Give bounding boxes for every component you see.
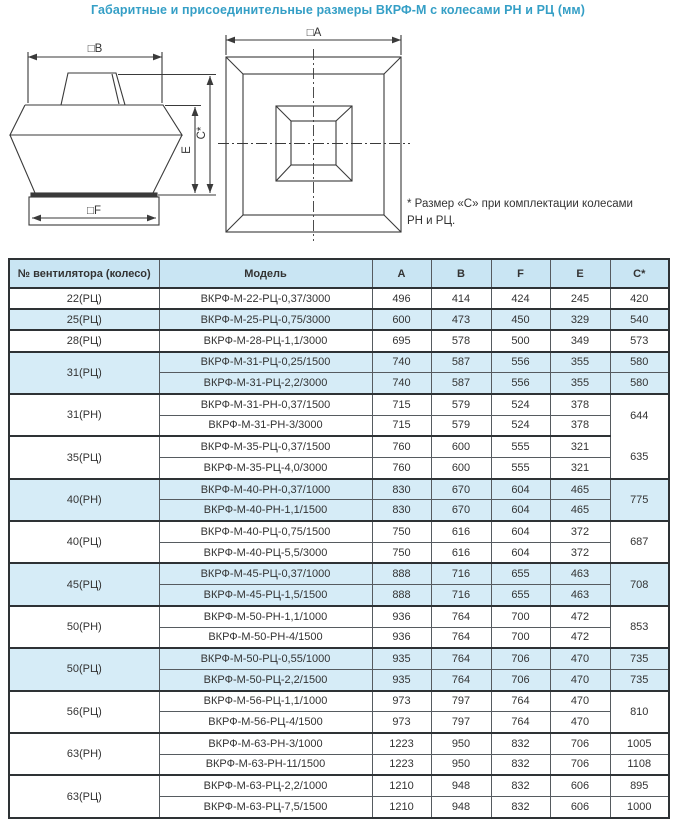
col-header-6: C* xyxy=(610,259,669,288)
dim-e-cell: 465 xyxy=(550,500,610,521)
dim-f-cell: 706 xyxy=(491,648,550,669)
dim-e-cell: 355 xyxy=(550,373,610,394)
dim-e-cell: 606 xyxy=(550,775,610,796)
wheel-cell: 31(РЦ) xyxy=(9,352,159,394)
model-cell: ВКРФ-М-56-РЦ-4/1500 xyxy=(159,712,372,733)
table-row xyxy=(9,521,669,542)
model-cell: ВКРФ-М-28-РЦ-1,1/3000 xyxy=(159,330,372,351)
dim-e-cell: 349 xyxy=(550,330,610,351)
dim-b-cell: 764 xyxy=(431,606,491,627)
dim-a-cell: 750 xyxy=(372,521,431,542)
dimensions-table xyxy=(8,258,670,819)
dim-e-cell: 706 xyxy=(550,754,610,775)
wheel-cell: 25(РЦ) xyxy=(9,309,159,330)
dim-b-cell: 950 xyxy=(431,733,491,754)
model-cell: ВКРФ-М-35-РЦ-0,37/1500 xyxy=(159,436,372,457)
dim-f-cell: 655 xyxy=(491,585,550,606)
dim-b-cell: 716 xyxy=(431,563,491,584)
dim-e-cell: 372 xyxy=(550,542,610,563)
dim-f-cell: 500 xyxy=(491,330,550,351)
footnote xyxy=(407,196,659,231)
model-cell: ВКРФ-М-63-РН-11/1500 xyxy=(159,754,372,775)
dim-c-cell: 775 xyxy=(610,479,669,521)
dim-b-cell: 948 xyxy=(431,797,491,818)
dim-c-cell: 580 xyxy=(610,352,669,373)
dim-a-cell: 695 xyxy=(372,330,431,351)
model-cell: ВКРФ-М-31-РЦ-2,2/3000 xyxy=(159,373,372,394)
model-cell: ВКРФ-М-35-РЦ-4,0/3000 xyxy=(159,458,372,479)
col-header-4: F xyxy=(491,259,550,288)
model-cell: ВКРФ-М-25-РЦ-0,75/3000 xyxy=(159,309,372,330)
dim-b-cell: 716 xyxy=(431,585,491,606)
dim-e-cell: 321 xyxy=(550,458,610,479)
dim-f-cell: 556 xyxy=(491,373,550,394)
dim-label-e: E xyxy=(181,146,193,154)
col-header-2: A xyxy=(372,259,431,288)
wheel-cell: 50(РЦ) xyxy=(9,648,159,690)
model-cell: ВКРФ-М-50-РЦ-2,2/1500 xyxy=(159,669,372,690)
dim-c-cell: 853 xyxy=(610,606,669,648)
dim-a-cell: 973 xyxy=(372,691,431,712)
dim-b-cell: 600 xyxy=(431,436,491,457)
dim-a-cell: 1210 xyxy=(372,775,431,796)
dim-a-cell: 740 xyxy=(372,373,431,394)
table-row xyxy=(9,479,669,500)
dim-e-cell: 472 xyxy=(550,627,610,648)
model-cell: ВКРФ-М-63-РЦ-2,2/1000 xyxy=(159,775,372,796)
dim-a-cell: 973 xyxy=(372,712,431,733)
wheel-cell: 56(РЦ) xyxy=(9,691,159,733)
dim-e-cell: 378 xyxy=(550,394,610,415)
model-cell: ВКРФ-М-31-РН-3/3000 xyxy=(159,415,372,436)
dim-a-cell: 740 xyxy=(372,352,431,373)
dim-c-cell: 708 xyxy=(610,563,669,605)
drawings-area xyxy=(0,0,676,256)
dim-b-cell: 670 xyxy=(431,479,491,500)
dim-e-cell: 463 xyxy=(550,563,610,584)
footnote-line-2: РН и РЦ. xyxy=(407,215,456,228)
dim-label-c: C* xyxy=(196,126,208,140)
dim-a-cell: 715 xyxy=(372,415,431,436)
dim-e-cell: 470 xyxy=(550,648,610,669)
top-view-drawing xyxy=(218,35,410,241)
dim-b-cell: 600 xyxy=(431,458,491,479)
dim-a-cell: 888 xyxy=(372,585,431,606)
dim-a-cell: 1223 xyxy=(372,754,431,775)
wheel-cell: 63(РН) xyxy=(9,733,159,775)
dim-e-cell: 355 xyxy=(550,352,610,373)
dim-b-cell: 764 xyxy=(431,627,491,648)
dim-a-cell: 760 xyxy=(372,458,431,479)
model-cell: ВКРФ-М-31-РН-0,37/1500 xyxy=(159,394,372,415)
dim-c-cell: 1108 xyxy=(610,754,669,775)
table-row xyxy=(9,288,669,309)
dim-c-cell: 540 xyxy=(610,309,669,330)
col-header-1: Модель xyxy=(159,259,372,288)
dim-f-cell: 832 xyxy=(491,797,550,818)
col-header-0: № вентилятора (колесо) xyxy=(9,259,159,288)
dim-a-cell: 936 xyxy=(372,606,431,627)
footnote-line-1: * Размер «С» при комплектации колесами xyxy=(407,198,633,210)
table-row xyxy=(9,394,669,415)
dim-f-cell: 555 xyxy=(491,436,550,457)
dim-b-cell: 616 xyxy=(431,542,491,563)
col-header-5: E xyxy=(550,259,610,288)
wheel-cell: 45(РЦ) xyxy=(9,563,159,605)
dim-b-cell: 797 xyxy=(431,712,491,733)
dim-c-cell: 573 xyxy=(610,330,669,351)
side-view-drawing xyxy=(10,52,216,225)
dim-a-cell: 715 xyxy=(372,394,431,415)
dim-e-cell: 465 xyxy=(550,479,610,500)
dim-a-cell: 830 xyxy=(372,479,431,500)
wheel-cell: 40(РЦ) xyxy=(9,521,159,563)
dim-a-cell: 830 xyxy=(372,500,431,521)
dim-c-cell: 580 xyxy=(610,373,669,394)
dim-a-cell: 760 xyxy=(372,436,431,457)
dim-a-cell: 936 xyxy=(372,627,431,648)
dim-b-cell: 764 xyxy=(431,669,491,690)
dim-c-cell: 1005 xyxy=(610,733,669,754)
dim-b-cell: 578 xyxy=(431,330,491,351)
table-row xyxy=(9,330,669,351)
model-cell: ВКРФ-М-50-РН-1,1/1000 xyxy=(159,606,372,627)
dim-label-f: □F xyxy=(87,205,101,217)
dim-f-cell: 524 xyxy=(491,415,550,436)
model-cell: ВКРФ-М-40-РЦ-5,5/3000 xyxy=(159,542,372,563)
model-cell: ВКРФ-М-63-РН-3/1000 xyxy=(159,733,372,754)
dim-c-cell: 810 xyxy=(610,691,669,733)
table-row xyxy=(9,563,669,584)
dim-e-cell: 378 xyxy=(550,415,610,436)
page-title: Габаритные и присоединительные размеры ВКРФ-М с колесами РН и РЦ (мм) xyxy=(90,3,586,17)
table-row xyxy=(9,648,669,669)
dim-f-cell: 655 xyxy=(491,563,550,584)
dim-b-cell: 587 xyxy=(431,373,491,394)
dim-f-cell: 524 xyxy=(491,394,550,415)
dim-a-cell: 935 xyxy=(372,648,431,669)
dim-label-b: □B xyxy=(87,43,103,55)
wheel-cell: 31(РН) xyxy=(9,394,159,436)
dim-b-cell: 414 xyxy=(431,288,491,309)
dim-e-cell: 472 xyxy=(550,606,610,627)
model-cell: ВКРФ-М-63-РЦ-7,5/1500 xyxy=(159,797,372,818)
wheel-cell: 40(РН) xyxy=(9,479,159,521)
dim-f-cell: 832 xyxy=(491,733,550,754)
wheel-cell: 28(РЦ) xyxy=(9,330,159,351)
dim-a-cell: 935 xyxy=(372,669,431,690)
wheel-cell: 35(РЦ) xyxy=(9,436,159,478)
table-header-row xyxy=(9,259,669,288)
model-cell: ВКРФ-М-31-РЦ-0,25/1500 xyxy=(159,352,372,373)
wheel-cell: 22(РЦ) xyxy=(9,288,159,309)
dim-f-cell: 832 xyxy=(491,754,550,775)
dim-b-cell: 587 xyxy=(431,352,491,373)
model-cell: ВКРФ-М-22-РЦ-0,37/3000 xyxy=(159,288,372,309)
dim-a-cell: 888 xyxy=(372,563,431,584)
dim-e-cell: 606 xyxy=(550,797,610,818)
dim-c-cell: 1000 xyxy=(610,797,669,818)
dim-a-cell: 1210 xyxy=(372,797,431,818)
dim-e-cell: 706 xyxy=(550,733,610,754)
dim-e-cell: 321 xyxy=(550,436,610,457)
dim-c-cell: 895 xyxy=(610,775,669,796)
model-cell: ВКРФ-М-50-РН-4/1500 xyxy=(159,627,372,648)
dim-f-cell: 832 xyxy=(491,775,550,796)
model-cell: ВКРФ-М-50-РЦ-0,55/1000 xyxy=(159,648,372,669)
dim-e-cell: 470 xyxy=(550,712,610,733)
dim-c-cell: 735 xyxy=(610,669,669,690)
model-cell: ВКРФ-М-45-РЦ-0,37/1000 xyxy=(159,563,372,584)
dim-b-cell: 579 xyxy=(431,415,491,436)
model-cell: ВКРФ-М-40-РЦ-0,75/1500 xyxy=(159,521,372,542)
dim-f-cell: 764 xyxy=(491,712,550,733)
dim-f-cell: 604 xyxy=(491,521,550,542)
dim-f-cell: 604 xyxy=(491,542,550,563)
dim-b-cell: 616 xyxy=(431,521,491,542)
dim-c-cell: 420 xyxy=(610,288,669,309)
dim-b-cell: 473 xyxy=(431,309,491,330)
dim-c-cell: 635 xyxy=(610,436,669,478)
wheel-cell: 63(РЦ) xyxy=(9,775,159,817)
dim-f-cell: 700 xyxy=(491,606,550,627)
table-row xyxy=(9,606,669,627)
dim-a-cell: 750 xyxy=(372,542,431,563)
dim-f-cell: 700 xyxy=(491,627,550,648)
table-row xyxy=(9,733,669,754)
dim-f-cell: 556 xyxy=(491,352,550,373)
table-row xyxy=(9,309,669,330)
dim-a-cell: 1223 xyxy=(372,733,431,754)
dim-b-cell: 797 xyxy=(431,691,491,712)
dim-a-cell: 600 xyxy=(372,309,431,330)
dim-f-cell: 424 xyxy=(491,288,550,309)
dim-e-cell: 329 xyxy=(550,309,610,330)
dim-b-cell: 948 xyxy=(431,775,491,796)
dim-b-cell: 764 xyxy=(431,648,491,669)
dim-c-cell: 735 xyxy=(610,648,669,669)
dim-e-cell: 470 xyxy=(550,691,610,712)
dim-e-cell: 463 xyxy=(550,585,610,606)
model-cell: ВКРФ-М-40-РН-0,37/1000 xyxy=(159,479,372,500)
dim-f-cell: 706 xyxy=(491,669,550,690)
dim-a-cell: 496 xyxy=(372,288,431,309)
model-cell: ВКРФ-М-56-РЦ-1,1/1000 xyxy=(159,691,372,712)
dim-f-cell: 604 xyxy=(491,500,550,521)
dim-c-cell: 644 xyxy=(610,394,669,436)
dim-b-cell: 950 xyxy=(431,754,491,775)
dim-f-cell: 604 xyxy=(491,479,550,500)
dim-b-cell: 670 xyxy=(431,500,491,521)
dim-c-cell: 687 xyxy=(610,521,669,563)
table-row xyxy=(9,436,669,457)
dim-label-a: □A xyxy=(306,27,322,39)
dim-b-cell: 579 xyxy=(431,394,491,415)
table-row xyxy=(9,691,669,712)
col-header-3: B xyxy=(431,259,491,288)
model-cell: ВКРФ-М-40-РН-1,1/1500 xyxy=(159,500,372,521)
dim-e-cell: 372 xyxy=(550,521,610,542)
dim-f-cell: 555 xyxy=(491,458,550,479)
table-body xyxy=(9,288,669,818)
dim-f-cell: 450 xyxy=(491,309,550,330)
model-cell: ВКРФ-М-45-РЦ-1,5/1500 xyxy=(159,585,372,606)
dim-e-cell: 245 xyxy=(550,288,610,309)
wheel-cell: 50(РН) xyxy=(9,606,159,648)
table-row xyxy=(9,775,669,796)
dim-e-cell: 470 xyxy=(550,669,610,690)
table-row xyxy=(9,352,669,373)
dim-f-cell: 764 xyxy=(491,691,550,712)
